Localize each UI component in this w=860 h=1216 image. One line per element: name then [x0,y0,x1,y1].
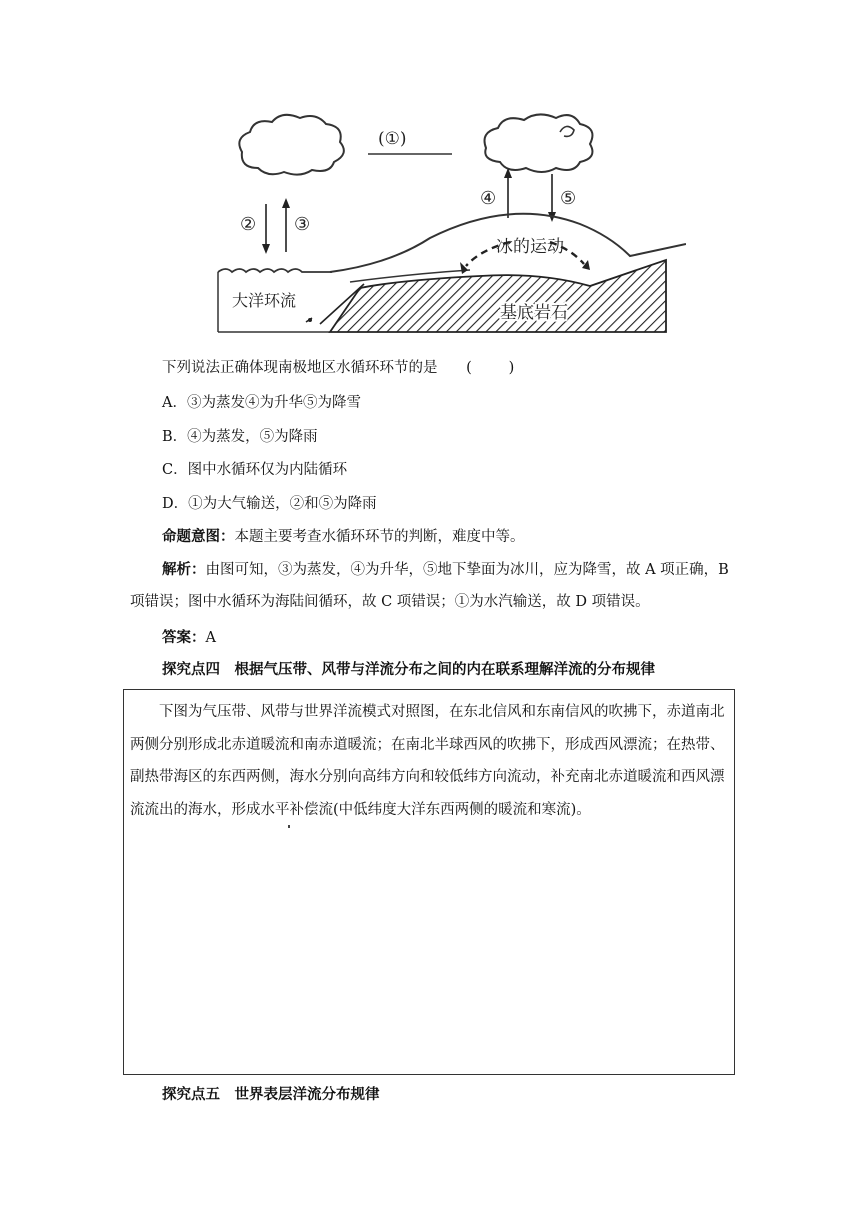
water-cycle-figure [210,112,686,342]
figure-label-4: ④ [480,188,497,209]
analysis-text: 由图可知，③为蒸发，④为升华，⑤地下挚面为冰川，应为降雪，故 A 项正确，B 项错误；图中水循环为海陆间循环，故 C 项错误；①为水汽输送，故 D 项错误。 [130,562,729,610]
section4-box-text: 下图为气压带、风带与世界洋流模式对照图，在东北信风和东南信风的吹拂下，赤道南北两侧分别形成北赤道暖流和南赤道暖流；在南北半球西风的吹拂下，形成西风漂流；在热带、副热带海区的东西两侧，海水分别向高纬方向和较低纬方向流动，补充南北赤道暖流和西风漂流流出的海水，形成水平补偿流(中低纬度大洋东西两侧的暖流和寒流)。 [130,704,725,818]
section4-box [123,689,735,1075]
figure-label-2: ② [240,214,257,235]
intent-label: 命题意图： [162,528,235,545]
option-a: A．③为蒸发④为升华⑤为降雪 [162,395,361,411]
figure-label-1: (①) [378,129,407,149]
answer-label: 答案： [162,629,206,646]
question-stem [162,358,514,378]
section5-title: 探究点五 世界表层洋流分布规律 [162,1086,380,1103]
figure-label-5: ⑤ [560,188,577,209]
intent-text: 本题主要考查水循环环节的判断，难度中等。 [234,529,525,545]
bedrock [330,260,666,332]
section4-title: 探究点四 根据气压带、风带与洋流分布之间的内在联系理解洋流的分布规律 [162,661,655,678]
question-stem-text: 下列说法正确体现南极地区水循环环节的是 [162,360,438,376]
cloud-left [239,115,344,175]
answer [162,628,216,648]
bedrock-label: 基底岩石 [500,303,568,323]
analysis [130,554,730,618]
option-b: B．④为蒸发，⑤为降雨 [162,429,318,445]
ocean-current-label: 大洋环流 [232,291,297,310]
option-d: D．①为大气输送，②和⑤为降雨 [162,496,377,512]
option-c: C．图中水循环仅为内陆循环 [162,462,348,478]
stray-mark [288,825,290,828]
answer-value: A [205,630,216,646]
ice-motion-label: 冰的运动 [496,237,564,257]
intent [162,527,525,547]
analysis-label: 解析： [162,561,206,578]
cloud-right [485,114,593,172]
figure-label-3: ③ [294,214,311,235]
answer-bracket: ( ) [466,360,515,376]
